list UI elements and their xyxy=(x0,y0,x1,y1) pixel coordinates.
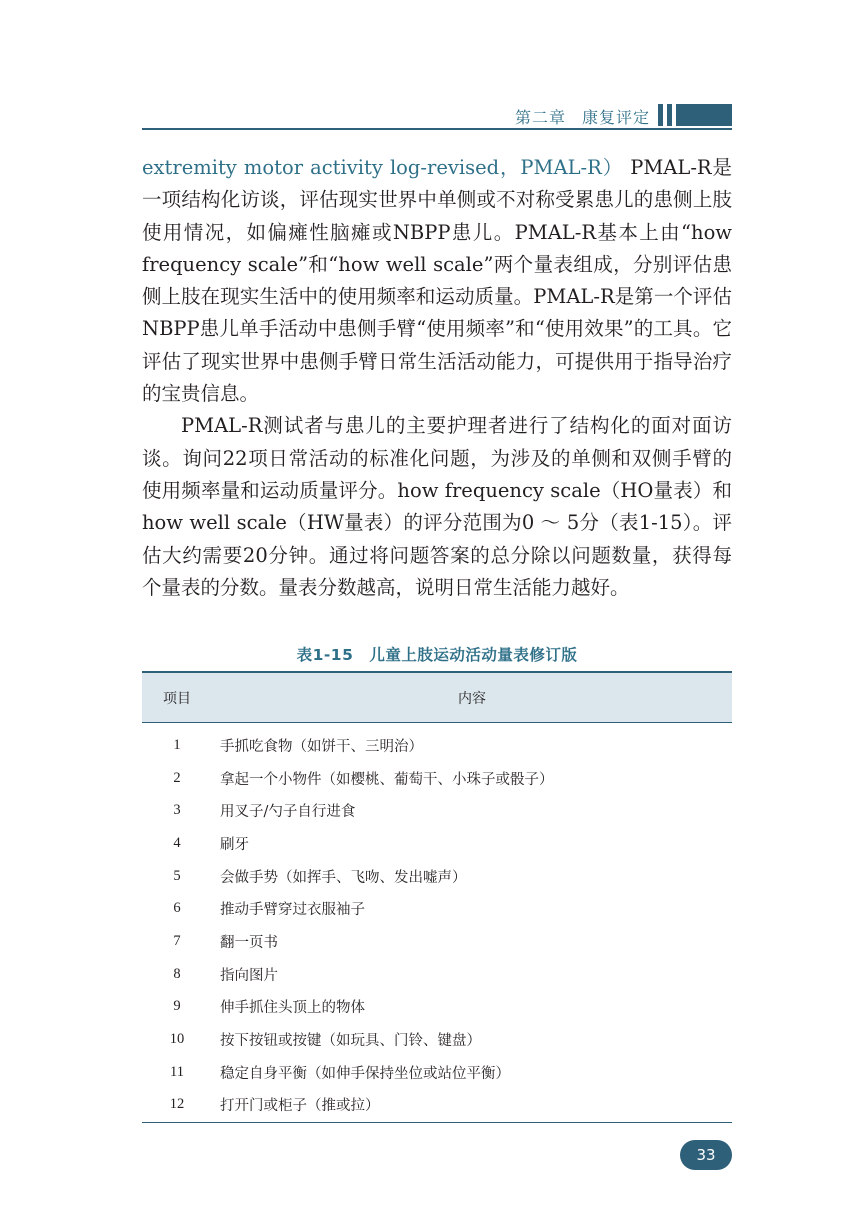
header-block xyxy=(676,104,732,126)
row-number: 12 xyxy=(169,1096,185,1113)
row-text: 刷牙 xyxy=(220,836,249,853)
chapter-label: 第二章 xyxy=(514,108,566,127)
table-row xyxy=(142,958,732,991)
row-text: 伸手抓住头顶上的物体 xyxy=(220,1000,365,1017)
table-row xyxy=(142,1023,732,1056)
row-number: 8 xyxy=(173,965,181,982)
header-decoration xyxy=(658,104,732,126)
row-number: 7 xyxy=(173,932,181,949)
row-text: 翻一页书 xyxy=(220,934,278,951)
paragraph-2: PMAL-R测试者与患儿的主要护理者进行了结构化的面对面访谈。询问22项日常活动的标准化问题，为涉及的单侧和双侧手臂的使用频率量和运动质量评分。how frequency scale（HO量表）和how well scale（HW量表）的评分范围为0 ～ 5分（表1-15）。评估大约需要20分钟。通过将问题答案的总分除以问题数量，获得每个量表的分数。量表分数越高，说明日常生活能力越好。 xyxy=(142,414,732,599)
row-number: 1 xyxy=(173,736,181,753)
row-text: 会做手势（如挥手、飞吻、发出嘘声） xyxy=(220,869,467,886)
table-row xyxy=(142,860,732,893)
row-number: 11 xyxy=(170,1063,184,1080)
row-text: 推动手臂穿过衣服袖子 xyxy=(220,902,365,919)
row-text: 打开门或柜子（推或拉） xyxy=(220,1098,380,1115)
table-body xyxy=(142,723,732,1123)
table-header xyxy=(142,671,732,723)
row-text: 用叉子/勺子自行进食 xyxy=(220,804,356,821)
row-text: 按下按钮或按键（如玩具、门铃、键盘） xyxy=(220,1033,481,1050)
table-row xyxy=(142,991,732,1024)
row-text: 拿起一个小物件（如樱桃、葡萄干、小珠子或骰子） xyxy=(220,771,554,788)
header-content: 内容 xyxy=(458,690,486,707)
header-rule xyxy=(142,128,732,130)
row-number: 3 xyxy=(173,802,181,819)
row-number: 9 xyxy=(173,998,181,1015)
paragraph-1 xyxy=(142,152,732,410)
chapter-title: 康复评定 xyxy=(581,108,650,127)
table-row xyxy=(142,892,732,925)
table-row xyxy=(142,1056,732,1089)
table-row xyxy=(142,729,732,762)
paragraph-1-text: PMAL-R是一项结构化访谈，评估现实世界中单侧或不对称受累患儿的患侧上肢使用情况，如偏瘫性脑瘫或NBPP患儿。PMAL-R基本上由“how frequency scale”和“how well scale”两个量表组成，分别评估患侧上肢在现实生活中的使用频率和运动质量。PMAL-R是第一个评估NBPP患儿单手活动中患侧手臂“使用频率”和“使用效果”的工具。它评估了现实世界中患侧手臂日常生活活动能力，可提供用于指导治疗的宝贵信息。 xyxy=(142,156,732,406)
row-text: 稳定自身平衡（如伸手保持坐位或站位平衡） xyxy=(220,1065,510,1082)
row-text: 手抓吃食物（如饼干、三明治） xyxy=(220,738,423,755)
header-text xyxy=(515,105,650,128)
activity-table xyxy=(142,671,732,1123)
row-number: 5 xyxy=(173,867,181,884)
table-title: 表1-15 儿童上肢运动活动量表修订版 xyxy=(296,646,578,664)
term-abbreviation: extremity motor activity log-revised，PMAL-R） xyxy=(142,156,624,179)
row-number: 2 xyxy=(173,769,181,786)
table-row xyxy=(142,794,732,827)
table-row xyxy=(142,762,732,795)
row-number: 4 xyxy=(173,834,181,851)
header-bar xyxy=(667,104,672,126)
row-number: 10 xyxy=(169,1031,185,1048)
page-number: 33 xyxy=(680,1140,732,1170)
running-header xyxy=(142,104,732,130)
table-row xyxy=(142,925,732,958)
body-text xyxy=(142,152,732,604)
table-row xyxy=(142,1089,732,1122)
header-item: 项目 xyxy=(163,690,191,707)
row-number: 6 xyxy=(173,900,181,917)
table-row xyxy=(142,827,732,860)
header-bar xyxy=(658,104,663,126)
row-text: 指向图片 xyxy=(220,967,278,984)
